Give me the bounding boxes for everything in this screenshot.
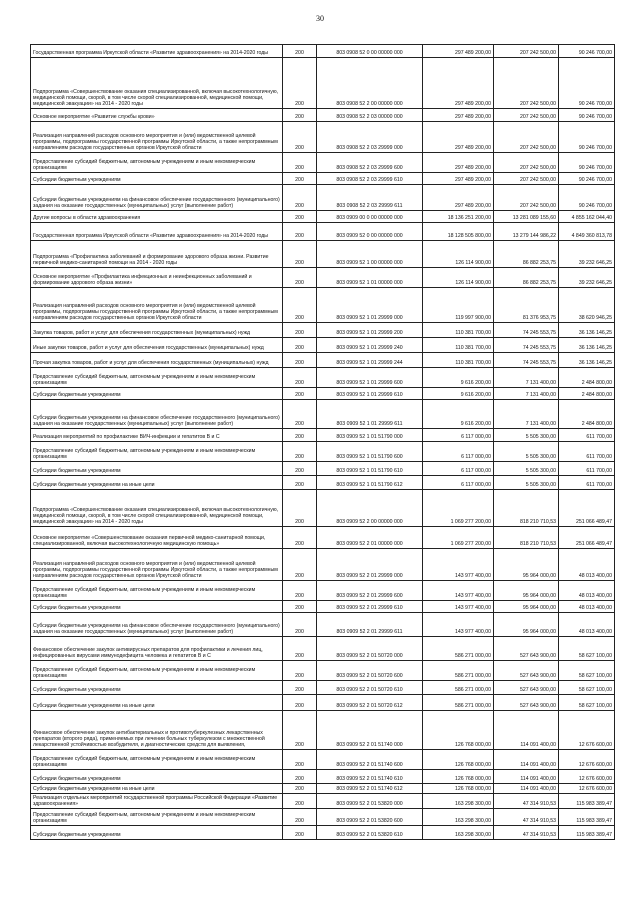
budget-classification-code-cell: 803 0909 52 2 01 50720 610 <box>317 681 423 695</box>
budget-classification-code-cell: 803 0909 52 2 01 50720 000 <box>317 637 423 661</box>
executed-amount-cell: 7 131 400,00 <box>494 400 559 429</box>
table-row <box>31 122 615 153</box>
approved-amount-cell: 119 997 900,00 <box>423 288 494 323</box>
table-row <box>31 241 615 268</box>
line-code-cell: 200 <box>283 601 317 613</box>
table-row <box>31 368 615 388</box>
line-code-cell: 200 <box>283 288 317 323</box>
executed-amount-cell: 13 279 144 986,22 <box>494 223 559 241</box>
executed-amount-cell: 95 964 000,00 <box>494 613 559 637</box>
budget-classification-code-cell: 803 0908 52 2 03 29999 000 <box>317 122 423 153</box>
indicator-name-cell: Субсидии бюджетным учреждениям <box>31 388 283 400</box>
line-code-cell: 200 <box>283 338 317 353</box>
approved-amount-cell: 1 069 277 200,00 <box>423 490 494 527</box>
budget-classification-code-cell: 803 0909 52 2 01 53820 600 <box>317 809 423 826</box>
approved-amount-cell: 6 117 000,00 <box>423 462 494 476</box>
approved-amount-cell: 586 271 000,00 <box>423 661 494 681</box>
indicator-name-cell: Реализация направлений расходов основного мероприятия и (или) ведомственной целевой программы, подпрограммы государственной программы Иркутской области, а также непрограммным направлениям расходов государственных органов Иркутской области <box>31 122 283 153</box>
table-row <box>31 400 615 429</box>
indicator-name-cell: Государственная программа Иркутской области «Развитие здравоохранения» на 2014-2020 годы <box>31 45 283 58</box>
budget-classification-code-cell: 803 0909 52 1 01 29999 611 <box>317 400 423 429</box>
table-row <box>31 750 615 770</box>
indicator-name-cell: Предоставление субсидий бюджетным, автономным учреждениям и иным некоммерческим организациям <box>31 809 283 826</box>
unexecuted-amount-cell: 611 700,00 <box>559 476 615 490</box>
indicator-name-cell: Предоставление субсидий бюджетным, автономным учреждениям и иным некоммерческим организациям <box>31 153 283 173</box>
unexecuted-amount-cell: 90 246 700,00 <box>559 45 615 58</box>
unexecuted-amount-cell: 12 676 600,00 <box>559 711 615 750</box>
approved-amount-cell: 163 298 300,00 <box>423 826 494 840</box>
table-row <box>31 613 615 637</box>
line-code-cell: 200 <box>283 185 317 211</box>
approved-amount-cell: 163 298 300,00 <box>423 809 494 826</box>
budget-classification-code-cell: 803 0909 52 1 01 29999 244 <box>317 353 423 368</box>
line-code-cell: 200 <box>283 45 317 58</box>
approved-amount-cell: 126 768 000,00 <box>423 750 494 770</box>
table-row <box>31 784 615 794</box>
line-code-cell: 200 <box>283 353 317 368</box>
executed-amount-cell: 207 242 500,00 <box>494 58 559 109</box>
approved-amount-cell: 143 977 400,00 <box>423 581 494 601</box>
unexecuted-amount-cell: 90 246 700,00 <box>559 185 615 211</box>
executed-amount-cell: 114 091 400,00 <box>494 784 559 794</box>
budget-classification-code-cell: 803 0909 52 1 01 29999 000 <box>317 288 423 323</box>
budget-classification-code-cell: 803 0909 52 2 01 00000 000 <box>317 527 423 549</box>
line-code-cell: 200 <box>283 462 317 476</box>
indicator-name-cell: Субсидии бюджетным учреждениям <box>31 462 283 476</box>
executed-amount-cell: 95 964 000,00 <box>494 581 559 601</box>
unexecuted-amount-cell: 90 246 700,00 <box>559 173 615 185</box>
unexecuted-amount-cell: 2 484 800,00 <box>559 388 615 400</box>
unexecuted-amount-cell: 611 700,00 <box>559 462 615 476</box>
budget-classification-code-cell: 803 0909 52 2 01 29999 610 <box>317 601 423 613</box>
budget-classification-code-cell: 803 0909 52 2 01 29999 611 <box>317 613 423 637</box>
line-code-cell: 200 <box>283 770 317 784</box>
executed-amount-cell: 5 505 300,00 <box>494 429 559 442</box>
executed-amount-cell: 7 131 400,00 <box>494 388 559 400</box>
indicator-name-cell: Основное мероприятие «Профилактика инфекционных и неинфекционных заболеваний и формирование здорового образа жизни» <box>31 268 283 288</box>
indicator-name-cell: Субсидии бюджетным учреждениям <box>31 601 283 613</box>
line-code-cell: 200 <box>283 122 317 153</box>
indicator-name-cell: Субсидии бюджетным учреждениям на иные цели <box>31 476 283 490</box>
indicator-name-cell: Субсидии бюджетным учреждениям на финансовое обеспечение государственного (муниципального) задания на оказание государственных (муниципальных) услуг (выполнение работ) <box>31 613 283 637</box>
unexecuted-amount-cell: 36 136 146,25 <box>559 323 615 338</box>
budget-classification-code-cell: 803 0909 52 1 01 51790 600 <box>317 442 423 462</box>
line-code-cell: 200 <box>283 109 317 122</box>
executed-amount-cell: 5 505 300,00 <box>494 462 559 476</box>
table-row <box>31 323 615 338</box>
budget-classification-code-cell: 803 0909 52 2 01 51740 000 <box>317 711 423 750</box>
indicator-name-cell: Подпрограмма «Профилактика заболеваний и формирование здорового образа жизни. Развитие первичной медико-санитарной помощи на 2014 - 2020 годы <box>31 241 283 268</box>
budget-classification-code-cell: 803 0909 52 2 01 29999 600 <box>317 581 423 601</box>
budget-classification-code-cell: 803 0909 52 2 01 51740 610 <box>317 770 423 784</box>
indicator-name-cell: Субсидии бюджетным учреждениям <box>31 770 283 784</box>
executed-amount-cell: 114 091 400,00 <box>494 711 559 750</box>
indicator-name-cell: Предоставление субсидий бюджетным, автономным учреждениям и иным некоммерческим организациям <box>31 368 283 388</box>
approved-amount-cell: 297 489 200,00 <box>423 185 494 211</box>
unexecuted-amount-cell: 90 246 700,00 <box>559 109 615 122</box>
approved-amount-cell: 110 381 700,00 <box>423 323 494 338</box>
indicator-name-cell: Финансовое обеспечение закупок антивирусных препаратов для профилактики и лечения лиц, инфицированных вирусами иммунодефицита человека и гепатитов B и C <box>31 637 283 661</box>
executed-amount-cell: 81 376 953,75 <box>494 288 559 323</box>
unexecuted-amount-cell: 36 136 146,25 <box>559 338 615 353</box>
indicator-name-cell: Закупка товаров, работ и услуг для обеспечения государственных (муниципальных) нужд <box>31 323 283 338</box>
line-code-cell: 200 <box>283 581 317 601</box>
unexecuted-amount-cell: 48 013 400,00 <box>559 613 615 637</box>
approved-amount-cell: 110 381 700,00 <box>423 338 494 353</box>
unexecuted-amount-cell: 2 484 800,00 <box>559 400 615 429</box>
indicator-name-cell: Предоставление субсидий бюджетным, автономным учреждениям и иным некоммерческим организациям <box>31 442 283 462</box>
approved-amount-cell: 143 977 400,00 <box>423 549 494 581</box>
budget-classification-code-cell: 803 0909 52 1 01 51790 612 <box>317 476 423 490</box>
budget-classification-code-cell: 803 0909 52 2 01 51740 600 <box>317 750 423 770</box>
table-row <box>31 173 615 185</box>
table-row <box>31 45 615 58</box>
table-row <box>31 338 615 353</box>
table-row <box>31 476 615 490</box>
indicator-name-cell: Предоставление субсидий бюджетным, автономным учреждениям и иным некоммерческим организациям <box>31 661 283 681</box>
approved-amount-cell: 586 271 000,00 <box>423 695 494 711</box>
indicator-name-cell: Предоставление субсидий бюджетным, автономным учреждениям и иным некоммерческим организациям <box>31 750 283 770</box>
approved-amount-cell: 297 489 200,00 <box>423 153 494 173</box>
approved-amount-cell: 297 489 200,00 <box>423 58 494 109</box>
table-row <box>31 388 615 400</box>
line-code-cell: 200 <box>283 388 317 400</box>
table-row <box>31 223 615 241</box>
line-code-cell: 200 <box>283 429 317 442</box>
budget-classification-code-cell: 803 0909 52 2 01 29999 000 <box>317 549 423 581</box>
unexecuted-amount-cell: 611 700,00 <box>559 442 615 462</box>
unexecuted-amount-cell: 58 627 100,00 <box>559 637 615 661</box>
table-row <box>31 695 615 711</box>
unexecuted-amount-cell: 90 246 700,00 <box>559 153 615 173</box>
executed-amount-cell: 207 242 500,00 <box>494 153 559 173</box>
unexecuted-amount-cell: 36 136 146,25 <box>559 353 615 368</box>
page-number: 30 <box>316 14 324 23</box>
line-code-cell: 200 <box>283 784 317 794</box>
approved-amount-cell: 1 069 277 200,00 <box>423 527 494 549</box>
approved-amount-cell: 126 114 900,00 <box>423 268 494 288</box>
unexecuted-amount-cell: 251 066 489,47 <box>559 527 615 549</box>
approved-amount-cell: 586 271 000,00 <box>423 637 494 661</box>
indicator-name-cell: Субсидии бюджетным учреждениям на иные цели <box>31 784 283 794</box>
table-row <box>31 711 615 750</box>
line-code-cell: 200 <box>283 223 317 241</box>
table-body <box>31 45 615 840</box>
table-row <box>31 794 615 809</box>
executed-amount-cell: 114 091 400,00 <box>494 750 559 770</box>
executed-amount-cell: 86 882 253,75 <box>494 268 559 288</box>
table-row <box>31 770 615 784</box>
budget-classification-code-cell: 803 0909 52 1 01 29999 200 <box>317 323 423 338</box>
budget-classification-code-cell: 803 0908 52 2 03 29999 611 <box>317 185 423 211</box>
executed-amount-cell: 74 245 553,75 <box>494 338 559 353</box>
unexecuted-amount-cell: 48 013 400,00 <box>559 581 615 601</box>
indicator-name-cell: Субсидии бюджетным учреждениям на финансовое обеспечение государственного (муниципального) задания на оказание государственных (муниципальных) услуг (выполнение работ) <box>31 400 283 429</box>
budget-classification-code-cell: 803 0909 52 1 01 00000 000 <box>317 268 423 288</box>
unexecuted-amount-cell: 4 849 360 813,78 <box>559 223 615 241</box>
indicator-name-cell: Государственная программа Иркутской области «Развитие здравоохранения» на 2014-2020 годы <box>31 223 283 241</box>
executed-amount-cell: 527 643 900,00 <box>494 637 559 661</box>
approved-amount-cell: 9 616 200,00 <box>423 400 494 429</box>
line-code-cell: 200 <box>283 58 317 109</box>
executed-amount-cell: 527 643 900,00 <box>494 661 559 681</box>
line-code-cell: 200 <box>283 527 317 549</box>
line-code-cell: 200 <box>283 661 317 681</box>
executed-amount-cell: 207 242 500,00 <box>494 109 559 122</box>
unexecuted-amount-cell: 611 700,00 <box>559 429 615 442</box>
table-row <box>31 442 615 462</box>
table-row <box>31 809 615 826</box>
executed-amount-cell: 818 210 710,53 <box>494 490 559 527</box>
table-row <box>31 462 615 476</box>
line-code-cell: 200 <box>283 637 317 661</box>
unexecuted-amount-cell: 115 983 389,47 <box>559 826 615 840</box>
line-code-cell: 200 <box>283 442 317 462</box>
indicator-name-cell: Реализация направлений расходов основного мероприятия и (или) ведомственной целевой программы, подпрограммы государственной программы Иркутской области, а также непрограммным направлениям расходов государственных органов Иркутской области <box>31 288 283 323</box>
indicator-name-cell: Основное мероприятие «Развитие службы крови» <box>31 109 283 122</box>
line-code-cell: 200 <box>283 549 317 581</box>
executed-amount-cell: 74 245 553,75 <box>494 323 559 338</box>
line-code-cell: 200 <box>283 826 317 840</box>
line-code-cell: 200 <box>283 211 317 223</box>
line-code-cell: 200 <box>283 368 317 388</box>
unexecuted-amount-cell: 115 983 389,47 <box>559 794 615 809</box>
budget-execution-table <box>30 44 615 840</box>
indicator-name-cell: Реализация направлений расходов основного мероприятия и (или) ведомственной целевой программы, подпрограммы государственной программы Иркутской области, а также непрограммным направлениям расходов государственных органов Иркутской области <box>31 549 283 581</box>
table-row <box>31 681 615 695</box>
executed-amount-cell: 207 242 500,00 <box>494 45 559 58</box>
executed-amount-cell: 95 964 000,00 <box>494 601 559 613</box>
line-code-cell: 200 <box>283 173 317 185</box>
approved-amount-cell: 297 489 200,00 <box>423 109 494 122</box>
table-row <box>31 353 615 368</box>
unexecuted-amount-cell: 90 246 700,00 <box>559 122 615 153</box>
table-row <box>31 211 615 223</box>
unexecuted-amount-cell: 12 676 600,00 <box>559 784 615 794</box>
indicator-name-cell: Иные закупки товаров, работ и услуг для обеспечения государственных (муниципальных) нужд <box>31 338 283 353</box>
line-code-cell: 200 <box>283 695 317 711</box>
table-row <box>31 581 615 601</box>
indicator-name-cell: Субсидии бюджетным учреждениям на финансовое обеспечение государственного (муниципального) задания на оказание государственных (муниципальных) услуг (выполнение работ) <box>31 185 283 211</box>
approved-amount-cell: 18 128 505 800,00 <box>423 223 494 241</box>
executed-amount-cell: 527 643 900,00 <box>494 695 559 711</box>
executed-amount-cell: 7 131 400,00 <box>494 368 559 388</box>
unexecuted-amount-cell: 39 232 646,25 <box>559 241 615 268</box>
unexecuted-amount-cell: 12 676 600,00 <box>559 750 615 770</box>
budget-classification-code-cell: 803 0909 52 1 01 29999 610 <box>317 388 423 400</box>
budget-classification-code-cell: 803 0909 52 2 01 51740 612 <box>317 784 423 794</box>
table-row <box>31 549 615 581</box>
indicator-name-cell: Субсидии бюджетным учреждениям на иные цели <box>31 695 283 711</box>
table-row <box>31 58 615 109</box>
executed-amount-cell: 114 091 400,00 <box>494 770 559 784</box>
table-row <box>31 661 615 681</box>
approved-amount-cell: 6 117 000,00 <box>423 442 494 462</box>
executed-amount-cell: 527 643 900,00 <box>494 681 559 695</box>
executed-amount-cell: 74 245 553,75 <box>494 353 559 368</box>
budget-classification-code-cell: 803 0908 52 2 03 29999 610 <box>317 173 423 185</box>
executed-amount-cell: 95 964 000,00 <box>494 549 559 581</box>
line-code-cell: 200 <box>283 323 317 338</box>
budget-classification-code-cell: 803 0909 00 0 00 00000 000 <box>317 211 423 223</box>
table-row <box>31 601 615 613</box>
budget-classification-code-cell: 803 0908 52 0 00 00000 000 <box>317 45 423 58</box>
unexecuted-amount-cell: 12 676 600,00 <box>559 770 615 784</box>
line-code-cell: 200 <box>283 711 317 750</box>
unexecuted-amount-cell: 90 246 700,00 <box>559 58 615 109</box>
unexecuted-amount-cell: 48 013 400,00 <box>559 549 615 581</box>
unexecuted-amount-cell: 39 232 646,25 <box>559 268 615 288</box>
line-code-cell: 200 <box>283 681 317 695</box>
approved-amount-cell: 126 114 900,00 <box>423 241 494 268</box>
executed-amount-cell: 13 281 089 155,60 <box>494 211 559 223</box>
budget-classification-code-cell: 803 0909 52 1 01 29999 240 <box>317 338 423 353</box>
approved-amount-cell: 143 977 400,00 <box>423 613 494 637</box>
line-code-cell: 200 <box>283 241 317 268</box>
approved-amount-cell: 18 136 251 200,00 <box>423 211 494 223</box>
budget-classification-code-cell: 803 0909 52 2 01 50720 600 <box>317 661 423 681</box>
indicator-name-cell: Субсидии бюджетным учреждениям <box>31 826 283 840</box>
unexecuted-amount-cell: 48 013 400,00 <box>559 601 615 613</box>
budget-classification-code-cell: 803 0909 52 1 00 00000 000 <box>317 241 423 268</box>
executed-amount-cell: 47 314 910,53 <box>494 794 559 809</box>
executed-amount-cell: 5 505 300,00 <box>494 442 559 462</box>
indicator-name-cell: Реализация отдельных мероприятий государственной программы Российской Федерации «Развитие здравоохранения» <box>31 794 283 809</box>
budget-classification-code-cell: 803 0908 52 2 03 00000 000 <box>317 109 423 122</box>
table-row <box>31 429 615 442</box>
approved-amount-cell: 6 117 000,00 <box>423 476 494 490</box>
approved-amount-cell: 126 768 000,00 <box>423 711 494 750</box>
executed-amount-cell: 5 505 300,00 <box>494 476 559 490</box>
indicator-name-cell: Другие вопросы в области здравоохранения <box>31 211 283 223</box>
approved-amount-cell: 9 616 200,00 <box>423 388 494 400</box>
budget-classification-code-cell: 803 0909 52 0 00 00000 000 <box>317 223 423 241</box>
approved-amount-cell: 6 117 000,00 <box>423 429 494 442</box>
table-row <box>31 268 615 288</box>
indicator-name-cell: Финансовое обеспечение закупок антибактериальных и противотуберкулезных лекарственных препаратов (второго ряда), применяемых при лечении больных туберкулезом с множественной лекарственной устойчивостью возбудителя, и диагностических средств для выявления, <box>31 711 283 750</box>
unexecuted-amount-cell: 58 627 100,00 <box>559 661 615 681</box>
executed-amount-cell: 207 242 500,00 <box>494 185 559 211</box>
budget-classification-code-cell: 803 0909 52 2 01 53820 610 <box>317 826 423 840</box>
indicator-name-cell: Реализация мероприятий по профилактике ВИЧ-инфекции и гепатитов B и C <box>31 429 283 442</box>
approved-amount-cell: 163 298 300,00 <box>423 794 494 809</box>
line-code-cell: 200 <box>283 476 317 490</box>
approved-amount-cell: 297 489 200,00 <box>423 45 494 58</box>
line-code-cell: 200 <box>283 490 317 527</box>
unexecuted-amount-cell: 58 627 100,00 <box>559 681 615 695</box>
table-row <box>31 153 615 173</box>
approved-amount-cell: 9 616 200,00 <box>423 368 494 388</box>
table-row <box>31 288 615 323</box>
approved-amount-cell: 110 381 700,00 <box>423 353 494 368</box>
table-row <box>31 109 615 122</box>
table-row <box>31 826 615 840</box>
executed-amount-cell: 207 242 500,00 <box>494 173 559 185</box>
budget-classification-code-cell: 803 0909 52 1 01 51790 000 <box>317 429 423 442</box>
approved-amount-cell: 126 768 000,00 <box>423 784 494 794</box>
unexecuted-amount-cell: 2 484 800,00 <box>559 368 615 388</box>
approved-amount-cell: 143 977 400,00 <box>423 601 494 613</box>
line-code-cell: 200 <box>283 809 317 826</box>
indicator-name-cell: Подпрограмма «Совершенствование оказания специализированной, включая высокотехнологичную, медицинской помощи, скорой, в том числе скорой специализированной, медицинской помощи, медицинской эвакуации» на 2014 - 2020 годы <box>31 490 283 527</box>
approved-amount-cell: 297 489 200,00 <box>423 173 494 185</box>
line-code-cell: 200 <box>283 750 317 770</box>
unexecuted-amount-cell: 38 620 946,25 <box>559 288 615 323</box>
line-code-cell: 200 <box>283 268 317 288</box>
unexecuted-amount-cell: 115 983 389,47 <box>559 809 615 826</box>
table-row <box>31 490 615 527</box>
executed-amount-cell: 818 210 710,53 <box>494 527 559 549</box>
approved-amount-cell: 586 271 000,00 <box>423 681 494 695</box>
budget-classification-code-cell: 803 0909 52 1 01 29999 600 <box>317 368 423 388</box>
indicator-name-cell: Подпрограмма «Совершенствование оказания специализированной, включая высокотехнологичную, медицинской помощи, скорой, в том числе скорой специализированной, медицинской помощи, медицинской эвакуации» на 2014 - 2020 годы <box>31 58 283 109</box>
budget-classification-code-cell: 803 0909 52 1 01 51790 610 <box>317 462 423 476</box>
table-row <box>31 637 615 661</box>
indicator-name-cell: Субсидии бюджетным учреждениям <box>31 173 283 185</box>
line-code-cell: 200 <box>283 400 317 429</box>
executed-amount-cell: 207 242 500,00 <box>494 122 559 153</box>
line-code-cell: 200 <box>283 153 317 173</box>
indicator-name-cell: Предоставление субсидий бюджетным, автономным учреждениям и иным некоммерческим организациям <box>31 581 283 601</box>
budget-classification-code-cell: 803 0909 52 2 01 50720 612 <box>317 695 423 711</box>
table-row <box>31 185 615 211</box>
indicator-name-cell: Субсидии бюджетным учреждениям <box>31 681 283 695</box>
indicator-name-cell: Прочая закупка товаров, работ и услуг для обеспечения государственных (муниципальных) нужд <box>31 353 283 368</box>
approved-amount-cell: 297 489 200,00 <box>423 122 494 153</box>
budget-classification-code-cell: 803 0908 52 2 03 29999 600 <box>317 153 423 173</box>
line-code-cell: 200 <box>283 794 317 809</box>
executed-amount-cell: 47 314 910,53 <box>494 826 559 840</box>
unexecuted-amount-cell: 251 066 489,47 <box>559 490 615 527</box>
unexecuted-amount-cell: 4 855 162 044,40 <box>559 211 615 223</box>
budget-classification-code-cell: 803 0909 52 2 01 53820 000 <box>317 794 423 809</box>
budget-classification-code-cell: 803 0908 52 2 00 00000 000 <box>317 58 423 109</box>
executed-amount-cell: 86 882 253,75 <box>494 241 559 268</box>
approved-amount-cell: 126 768 000,00 <box>423 770 494 784</box>
unexecuted-amount-cell: 58 627 100,00 <box>559 695 615 711</box>
budget-classification-code-cell: 803 0909 52 2 00 00000 000 <box>317 490 423 527</box>
indicator-name-cell: Основное мероприятие «Совершенствование оказания первичной медико-санитарной помощи, специализированной, включая высокотехнологичную медицинскую помощь» <box>31 527 283 549</box>
table-row <box>31 527 615 549</box>
executed-amount-cell: 47 314 910,53 <box>494 809 559 826</box>
line-code-cell: 200 <box>283 613 317 637</box>
